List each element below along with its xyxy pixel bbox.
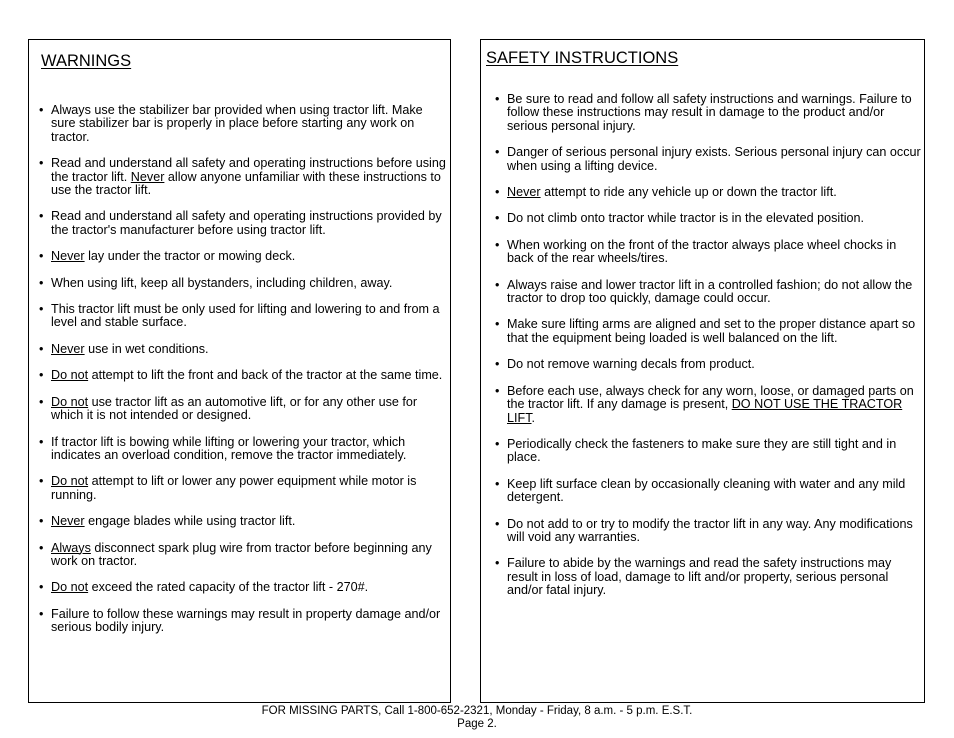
item-text: Failure to follow these warnings may result in property damage and/or serious bodily injury. [51, 606, 441, 635]
item-text: Make sure lifting arms are aligned and set to the proper distance apart so that the equipment being loaded is well balanced on the lift. [507, 317, 916, 345]
item-text: Always raise and lower tractor lift in a controlled fashion; do not allow the tractor to drop too quickly, damage could occur. [507, 277, 913, 306]
item-emphasis: Do not [51, 580, 89, 595]
item-text: Keep lift surface clean by occasionally cleaning with water and any mild detergent. [507, 476, 906, 505]
item-text: When working on the front of the tractor always place wheel chocks in back of the rear wheels/tires. [507, 237, 897, 266]
list-item [39, 104, 449, 144]
item-emphasis: Never [130, 169, 165, 184]
list-item [495, 358, 923, 371]
list-item [39, 436, 449, 463]
item-emphasis: Do not [51, 474, 89, 489]
list-item [39, 581, 449, 594]
list-item [39, 277, 449, 290]
safety-instructions-list [495, 93, 923, 598]
item-emphasis: Never [51, 341, 85, 356]
item-text: When using lift, keep all bystanders, including children, away. [51, 275, 393, 290]
list-item [39, 210, 449, 237]
item-text: attempt to lift or lower any power equipment while motor is running. [51, 474, 417, 502]
list-item [495, 318, 923, 345]
safety-instructions-panel [480, 39, 925, 703]
item-text: allow anyone unfamiliar with these instructions to use the tractor lift. [51, 169, 441, 198]
item-text: attempt to ride any vehicle up or down the tractor lift. [540, 185, 837, 200]
item-text: . [531, 410, 535, 425]
item-text: Be sure to read and follow all safety instructions and warnings. Failure to follow these instructions may result in damage to the product and/or serious personal injury. [507, 92, 912, 133]
list-item [495, 385, 923, 425]
item-text: Always use the stabilizer bar provided when using tractor lift. Make sure stabilizer bar is properly in place before starting any work on tractor. [51, 103, 423, 144]
item-text: Read and understand all safety and operating instructions provided by the tractor's manufacturer before using tractor lift. [51, 209, 442, 237]
item-text: exceed the rated capacity of the tractor lift - 270#. [88, 580, 369, 595]
list-item [39, 396, 449, 423]
list-item [495, 93, 923, 133]
page-number: Page 2. [457, 718, 497, 730]
list-item [39, 343, 449, 356]
item-text: disconnect spark plug wire from tractor before beginning any work on tractor. [51, 540, 432, 568]
list-item [495, 186, 923, 199]
item-text: Do not remove warning decals from product. [507, 357, 755, 372]
list-item [39, 475, 449, 502]
warnings-title: WARNINGS [41, 52, 132, 70]
item-emphasis: Always [51, 540, 91, 555]
item-emphasis: Never [51, 514, 85, 529]
item-text: Failure to abide by the warnings and read the safety instructions may result in loss of load, damage to lift and/or property, serious personal and/or fatal injury. [507, 556, 892, 598]
item-emphasis: DO NOT USE THE TRACTOR LIFT [507, 397, 903, 425]
list-item [495, 438, 923, 465]
list-item [495, 478, 923, 505]
item-emphasis: Never [51, 249, 85, 264]
item-text: use tractor lift as an automotive lift, or for any other use for which it is not intended or designed. [51, 394, 418, 423]
warnings-list [39, 104, 449, 635]
item-text: Read and understand all safety and operating instructions before using the tractor lift. [51, 156, 446, 184]
list-item [39, 542, 449, 569]
item-text: If tractor lift is bowing while lifting or lowering your tractor, which indicates an overload condition, remove the tractor immediately. [51, 434, 407, 462]
item-text: use in wet conditions. [84, 341, 209, 356]
list-item [39, 369, 449, 382]
list-item [495, 146, 923, 173]
list-item [39, 608, 449, 635]
item-text: This tractor lift must be only used for lifting and lowering to and from a level and stable surface. [51, 302, 440, 330]
missing-parts-contact: FOR MISSING PARTS, Call 1-800-652-2321, Monday - Friday, 8 a.m. - 5 p.m. E.S.T. [261, 705, 693, 717]
list-item [495, 239, 923, 266]
item-text: Do not climb onto tractor while tractor is in the elevated position. [507, 211, 864, 226]
list-item [39, 250, 449, 263]
item-text: Periodically check the fasteners to make sure they are still tight and in place. [507, 436, 897, 465]
warnings-panel [28, 39, 451, 703]
item-text: attempt to lift the front and back of the tractor at the same time. [88, 368, 443, 383]
item-text: Danger of serious personal injury exists. Serious personal injury can occur when using a lifting device. [507, 145, 921, 173]
item-emphasis: Never [507, 185, 541, 200]
safety-instructions-title: SAFETY INSTRUCTIONS [486, 49, 679, 67]
list-item [39, 157, 449, 197]
list-item [39, 303, 449, 330]
list-item [495, 279, 923, 306]
list-item [495, 518, 923, 545]
item-emphasis: Do not [51, 394, 89, 409]
list-item [495, 557, 923, 597]
item-text: lay under the tractor or mowing deck. [84, 249, 296, 264]
list-item [495, 212, 923, 225]
list-item [39, 515, 449, 528]
item-text: Before each use, always check for any worn, loose, or damaged parts on the tractor lift. If any damage is present, [507, 383, 914, 412]
item-text: engage blades while using tractor lift. [84, 514, 296, 529]
item-text: Do not add to or try to modify the tractor lift in any way. Any modifications will void any warranties. [507, 516, 913, 544]
item-emphasis: Do not [51, 368, 89, 383]
